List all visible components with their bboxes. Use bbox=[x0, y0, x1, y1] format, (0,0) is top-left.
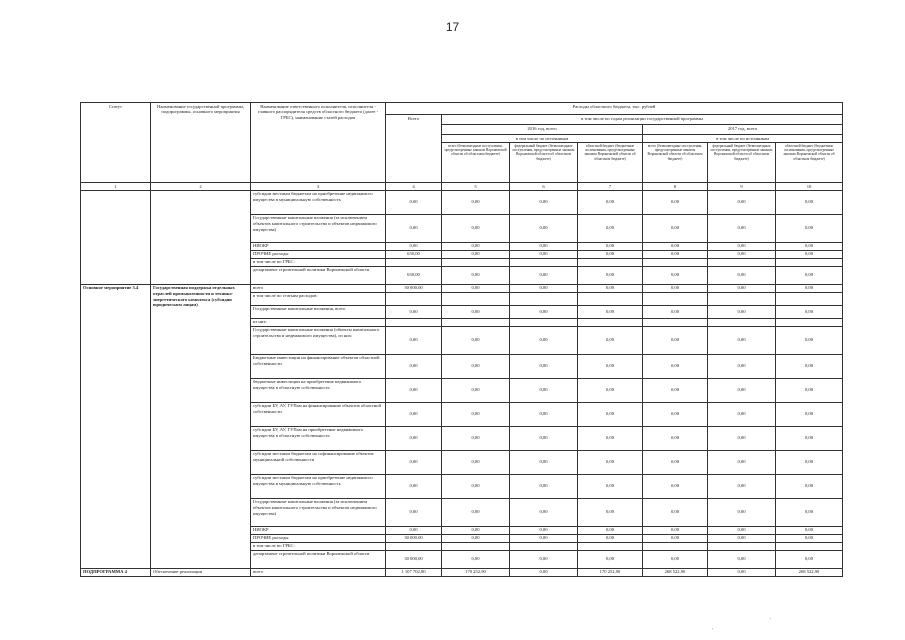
header-src-2: федеральный бюджет (безвозмездные поступления, предусмотренные законом Воронежской области об областном бюджете) bbox=[510, 143, 578, 183]
row-label: департамент строительной политики Воронежской области bbox=[251, 266, 386, 284]
value-cell: 0,00 bbox=[708, 214, 776, 242]
header-src-5: федеральный бюджет (безвозмездные поступления, предусмотренные законом Воронежской области об областном бюджете) bbox=[708, 143, 776, 183]
value-cell: 0,00 bbox=[510, 402, 578, 426]
value-cell: 0,00 bbox=[578, 534, 643, 542]
header-by-sources-2016: в том числе по источникам bbox=[442, 135, 643, 143]
value-cell: 0,00 bbox=[578, 498, 643, 526]
column-number: 1 bbox=[81, 183, 151, 191]
header-by-years: в том числе по годам реализации государственной программы bbox=[442, 115, 843, 125]
row-label: департамент строительной политики Воронежской области bbox=[251, 550, 386, 568]
value-cell: 0,00 bbox=[578, 354, 643, 378]
value-cell: 0,00 bbox=[708, 326, 776, 354]
value-cell bbox=[708, 258, 776, 266]
header-expenses-title: Расходы областного бюджета, тыс. рублей bbox=[386, 103, 843, 115]
value-cell: 0,00 bbox=[442, 534, 510, 542]
value-cell: 0,00 bbox=[442, 284, 510, 292]
value-cell bbox=[708, 292, 776, 305]
value-cell: 0,00 bbox=[708, 266, 776, 284]
header-src-3: областной бюджет (бюджетные ассигнования, предусмотренные законом Воронежской области об областном бюджете) bbox=[578, 143, 643, 183]
value-cell: 0,00 bbox=[442, 378, 510, 402]
row-label: Бюджетные инвестиции на финансирование объектов областной собственности bbox=[251, 354, 386, 378]
value-cell: 0,00 bbox=[578, 214, 643, 242]
value-cell bbox=[708, 318, 776, 326]
value-cell: 170 252,90 bbox=[578, 568, 643, 576]
value-cell: 0,00 bbox=[708, 402, 776, 426]
value-cell: 0,00 bbox=[643, 474, 708, 498]
status-cell: ПОДПРОГРАММА 4 bbox=[81, 568, 151, 576]
value-cell: 0,00 bbox=[386, 526, 442, 534]
value-cell: 0,00 bbox=[776, 305, 843, 318]
value-cell: 0,00 bbox=[510, 214, 578, 242]
value-cell: 0,00 bbox=[643, 190, 708, 214]
value-cell bbox=[442, 318, 510, 326]
value-cell: 0,00 bbox=[708, 284, 776, 292]
header-src-6: областной бюджет (бюджетные ассигнования, предусмотренные законом Воронежской области об областном бюджете) bbox=[776, 143, 843, 183]
value-cell: 0,00 bbox=[776, 474, 843, 498]
value-cell: 0,00 bbox=[643, 354, 708, 378]
value-cell: 0,00 bbox=[776, 498, 843, 526]
row-label: из них: bbox=[251, 318, 386, 326]
row-label: всего bbox=[251, 284, 386, 292]
value-cell bbox=[386, 542, 442, 550]
value-cell: 0,00 bbox=[776, 354, 843, 378]
value-cell bbox=[578, 542, 643, 550]
value-cell: 0,00 bbox=[386, 378, 442, 402]
row-label: субсидии БУ, АУ, ГУПам на финансирование объектов областной собственности bbox=[251, 402, 386, 426]
program-cell: Обеспечение реализации bbox=[151, 568, 251, 576]
column-numbers-row bbox=[81, 183, 843, 191]
value-cell: 0,00 bbox=[776, 534, 843, 542]
value-cell: 0,00 bbox=[510, 190, 578, 214]
row-label: НИОКР bbox=[251, 242, 386, 250]
value-cell: 0,00 bbox=[578, 190, 643, 214]
value-cell: 0,00 bbox=[510, 354, 578, 378]
value-cell: 0,00 bbox=[386, 498, 442, 526]
value-cell: 0,00 bbox=[442, 474, 510, 498]
value-cell: 0,00 bbox=[643, 526, 708, 534]
header-program-name: Наименование государственной программы, подпрограммы, основного мероприятия bbox=[151, 103, 251, 183]
value-cell: 0,00 bbox=[386, 190, 442, 214]
value-cell: 650,00 bbox=[386, 250, 442, 258]
value-cell bbox=[578, 292, 643, 305]
value-cell: 0,00 bbox=[776, 378, 843, 402]
value-cell: 0,00 bbox=[643, 284, 708, 292]
value-cell: 0,00 bbox=[386, 214, 442, 242]
row-label: субсидии местным бюджетам на приобретение недвижимого имущества в муниципальную собственность bbox=[251, 474, 386, 498]
value-cell: 0,00 bbox=[776, 450, 843, 474]
value-cell: 0,00 bbox=[776, 284, 843, 292]
value-cell bbox=[776, 542, 843, 550]
value-cell bbox=[776, 292, 843, 305]
value-cell: 0,00 bbox=[510, 526, 578, 534]
value-cell: 30 000,00 bbox=[386, 550, 442, 568]
value-cell: 0,00 bbox=[442, 426, 510, 450]
value-cell: 0,00 bbox=[510, 474, 578, 498]
table-row bbox=[81, 190, 843, 214]
value-cell: 0,00 bbox=[578, 550, 643, 568]
value-cell: 0,00 bbox=[708, 242, 776, 250]
scan-speck bbox=[712, 628, 713, 629]
value-cell bbox=[776, 318, 843, 326]
value-cell: 0,00 bbox=[776, 402, 843, 426]
value-cell: 0,00 bbox=[442, 305, 510, 318]
row-label: бюджетные инвестиции на приобретение недвижимого имущества в областную собственность bbox=[251, 378, 386, 402]
value-cell: 0,00 bbox=[708, 526, 776, 534]
row-label: субсидии местным бюджетам на софинансирование объектов муниципальной собственности bbox=[251, 450, 386, 474]
status-cell bbox=[81, 190, 151, 284]
value-cell bbox=[510, 318, 578, 326]
budget-table bbox=[80, 102, 843, 577]
value-cell: 0,00 bbox=[386, 242, 442, 250]
value-cell: 0,00 bbox=[510, 284, 578, 292]
value-cell: 0,00 bbox=[643, 242, 708, 250]
value-cell: 0,00 bbox=[442, 354, 510, 378]
row-label: субсидии БУ, АУ, ГУПам на приобретение недвижимого имущества в областную собственность bbox=[251, 426, 386, 450]
value-cell: 268 522,90 bbox=[776, 568, 843, 576]
value-cell: 0,00 bbox=[643, 498, 708, 526]
value-cell bbox=[708, 542, 776, 550]
row-label: Государственные капитальные вложения (за исключением объектов капитального строительства и объектов недвижимого имущества) bbox=[251, 498, 386, 526]
value-cell: 0,00 bbox=[578, 402, 643, 426]
value-cell: 0,00 bbox=[643, 326, 708, 354]
value-cell: 0,00 bbox=[708, 474, 776, 498]
value-cell: 0,00 bbox=[708, 250, 776, 258]
row-label: ПРОЧИЕ расходы bbox=[251, 250, 386, 258]
value-cell bbox=[578, 258, 643, 266]
value-cell: 0,00 bbox=[578, 284, 643, 292]
value-cell: 0,00 bbox=[776, 214, 843, 242]
value-cell: 0,00 bbox=[708, 305, 776, 318]
value-cell bbox=[510, 542, 578, 550]
value-cell bbox=[643, 258, 708, 266]
value-cell: 0,00 bbox=[442, 402, 510, 426]
value-cell: 0,00 bbox=[510, 250, 578, 258]
value-cell: 0,00 bbox=[578, 242, 643, 250]
value-cell: 30 000,00 bbox=[386, 534, 442, 542]
value-cell: 0,00 bbox=[510, 266, 578, 284]
value-cell: 0,00 bbox=[442, 450, 510, 474]
value-cell: 0,00 bbox=[442, 266, 510, 284]
value-cell: 0,00 bbox=[708, 450, 776, 474]
value-cell: 0,00 bbox=[386, 354, 442, 378]
value-cell: 0,00 bbox=[643, 250, 708, 258]
value-cell bbox=[510, 292, 578, 305]
column-number: 7 bbox=[578, 183, 643, 191]
column-number: 9 bbox=[708, 183, 776, 191]
value-cell: 0,00 bbox=[643, 402, 708, 426]
value-cell bbox=[643, 318, 708, 326]
value-cell: 0,00 bbox=[578, 526, 643, 534]
value-cell: 0,00 bbox=[442, 526, 510, 534]
value-cell: 0,00 bbox=[643, 266, 708, 284]
value-cell: 0,00 bbox=[442, 550, 510, 568]
value-cell: 0,00 bbox=[708, 550, 776, 568]
header-executor-name: Наименование ответственного исполнителя, исполнителя - главного распорядителя средств областного бюджета (далее - ГРБС), наименование статей расходов bbox=[251, 103, 386, 183]
value-cell: 0,00 bbox=[578, 426, 643, 450]
column-number: 10 bbox=[776, 183, 843, 191]
value-cell: 0,00 bbox=[776, 190, 843, 214]
value-cell: 30 000,00 bbox=[386, 284, 442, 292]
value-cell: 0,00 bbox=[708, 568, 776, 576]
row-label: в том числе по ГРБС: bbox=[251, 258, 386, 266]
value-cell: 0,00 bbox=[578, 474, 643, 498]
row-label: субсидии местным бюджетам на приобретение недвижимого имущества в муниципальную собственность bbox=[251, 190, 386, 214]
value-cell: 0,00 bbox=[510, 426, 578, 450]
row-label: в том числе по статьям расходов: bbox=[251, 292, 386, 305]
column-number: 3 bbox=[251, 183, 386, 191]
value-cell: 0,00 bbox=[510, 378, 578, 402]
page-number: 17 bbox=[445, 20, 460, 34]
header-year-2017: 2017 год, всего bbox=[643, 125, 843, 135]
value-cell: 0,00 bbox=[510, 326, 578, 354]
value-cell: 0,00 bbox=[578, 266, 643, 284]
value-cell: 0,00 bbox=[708, 534, 776, 542]
value-cell: 170 252,90 bbox=[442, 568, 510, 576]
value-cell bbox=[510, 258, 578, 266]
value-cell: 0,00 bbox=[708, 498, 776, 526]
value-cell: 0,00 bbox=[776, 426, 843, 450]
header-src-1: всего (безвозмездные поступления, предусмотренные законом Воронежской области об областном бюджете) bbox=[442, 143, 510, 183]
value-cell: 0,00 bbox=[386, 450, 442, 474]
row-label: НИОКР bbox=[251, 526, 386, 534]
value-cell bbox=[442, 292, 510, 305]
header-src-4: всего (безвозмездные поступления, предусмотренные законом Воронежской области об областном бюджете) bbox=[643, 143, 708, 183]
value-cell: 0,00 bbox=[510, 550, 578, 568]
value-cell bbox=[386, 318, 442, 326]
row-label: ПРОЧИЕ расходы bbox=[251, 534, 386, 542]
value-cell: 0,00 bbox=[510, 450, 578, 474]
value-cell: 0,00 bbox=[386, 326, 442, 354]
value-cell bbox=[442, 258, 510, 266]
header-year-2016: 2016 год, всего bbox=[442, 125, 643, 135]
value-cell: 0,00 bbox=[776, 250, 843, 258]
value-cell: 0,00 bbox=[776, 266, 843, 284]
value-cell bbox=[386, 292, 442, 305]
value-cell: 268 522,90 bbox=[643, 568, 708, 576]
column-number: 5 bbox=[442, 183, 510, 191]
value-cell: 0,00 bbox=[578, 326, 643, 354]
value-cell: 0,00 bbox=[776, 550, 843, 568]
value-cell: 0,00 bbox=[708, 426, 776, 450]
column-number: 8 bbox=[643, 183, 708, 191]
row-label: Государственные капитальные вложения (за исключением объектов капитального строительства и объектов недвижимого имущества) bbox=[251, 214, 386, 242]
value-cell: 1 107 702,80 bbox=[386, 568, 442, 576]
table-row bbox=[81, 568, 843, 576]
column-number: 2 bbox=[151, 183, 251, 191]
value-cell: 0,00 bbox=[643, 426, 708, 450]
value-cell: 0,00 bbox=[510, 305, 578, 318]
row-label: всего bbox=[251, 568, 386, 576]
status-cell: Основное мероприятие 3.4 bbox=[81, 284, 151, 568]
value-cell: 0,00 bbox=[578, 450, 643, 474]
value-cell: 0,00 bbox=[510, 568, 578, 576]
header-total: Всего bbox=[386, 115, 442, 183]
value-cell: 0,00 bbox=[578, 305, 643, 318]
value-cell: 0,00 bbox=[510, 534, 578, 542]
value-cell: 0,00 bbox=[776, 526, 843, 534]
value-cell bbox=[643, 542, 708, 550]
value-cell: 0,00 bbox=[442, 242, 510, 250]
value-cell: 0,00 bbox=[386, 305, 442, 318]
value-cell: 0,00 bbox=[442, 250, 510, 258]
value-cell: 650,00 bbox=[386, 266, 442, 284]
program-cell bbox=[151, 190, 251, 284]
value-cell: 0,00 bbox=[510, 242, 578, 250]
value-cell: 0,00 bbox=[643, 305, 708, 318]
value-cell: 0,00 bbox=[442, 498, 510, 526]
value-cell: 0,00 bbox=[386, 426, 442, 450]
value-cell: 0,00 bbox=[386, 474, 442, 498]
header-status: Статус bbox=[81, 103, 151, 183]
value-cell: 0,00 bbox=[578, 378, 643, 402]
value-cell bbox=[442, 542, 510, 550]
value-cell: 0,00 bbox=[643, 550, 708, 568]
program-cell: Государственная поддержка отдельных отраслей промышленности и технико-энергетического комплекса (субсидии юридическим лицам) bbox=[151, 284, 251, 568]
value-cell: 0,00 bbox=[643, 378, 708, 402]
value-cell: 0,00 bbox=[708, 378, 776, 402]
value-cell: 0,00 bbox=[643, 450, 708, 474]
column-number: 4 bbox=[386, 183, 442, 191]
scan-speck bbox=[770, 618, 771, 619]
row-label: Государственные капитальные вложения (объекты капитального строительства и недвижимого имущества), из них: bbox=[251, 326, 386, 354]
column-number: 6 bbox=[510, 183, 578, 191]
value-cell: 0,00 bbox=[442, 214, 510, 242]
value-cell: 0,00 bbox=[708, 190, 776, 214]
value-cell: 0,00 bbox=[578, 250, 643, 258]
row-label: в том числе по ГРБС: bbox=[251, 542, 386, 550]
value-cell: 0,00 bbox=[776, 326, 843, 354]
header-by-sources-2017: в том числе по источникам bbox=[643, 135, 843, 143]
value-cell bbox=[643, 292, 708, 305]
header-row-1 bbox=[81, 103, 843, 115]
row-label: Государственные капитальные вложения, всего bbox=[251, 305, 386, 318]
value-cell bbox=[578, 318, 643, 326]
value-cell: 0,00 bbox=[776, 242, 843, 250]
value-cell: 0,00 bbox=[643, 214, 708, 242]
value-cell: 0,00 bbox=[643, 534, 708, 542]
value-cell: 0,00 bbox=[442, 326, 510, 354]
table-row bbox=[81, 284, 843, 292]
value-cell: 0,00 bbox=[510, 498, 578, 526]
value-cell: 0,00 bbox=[386, 402, 442, 426]
value-cell bbox=[386, 258, 442, 266]
value-cell bbox=[776, 258, 843, 266]
value-cell: 0,00 bbox=[442, 190, 510, 214]
value-cell: 0,00 bbox=[708, 354, 776, 378]
